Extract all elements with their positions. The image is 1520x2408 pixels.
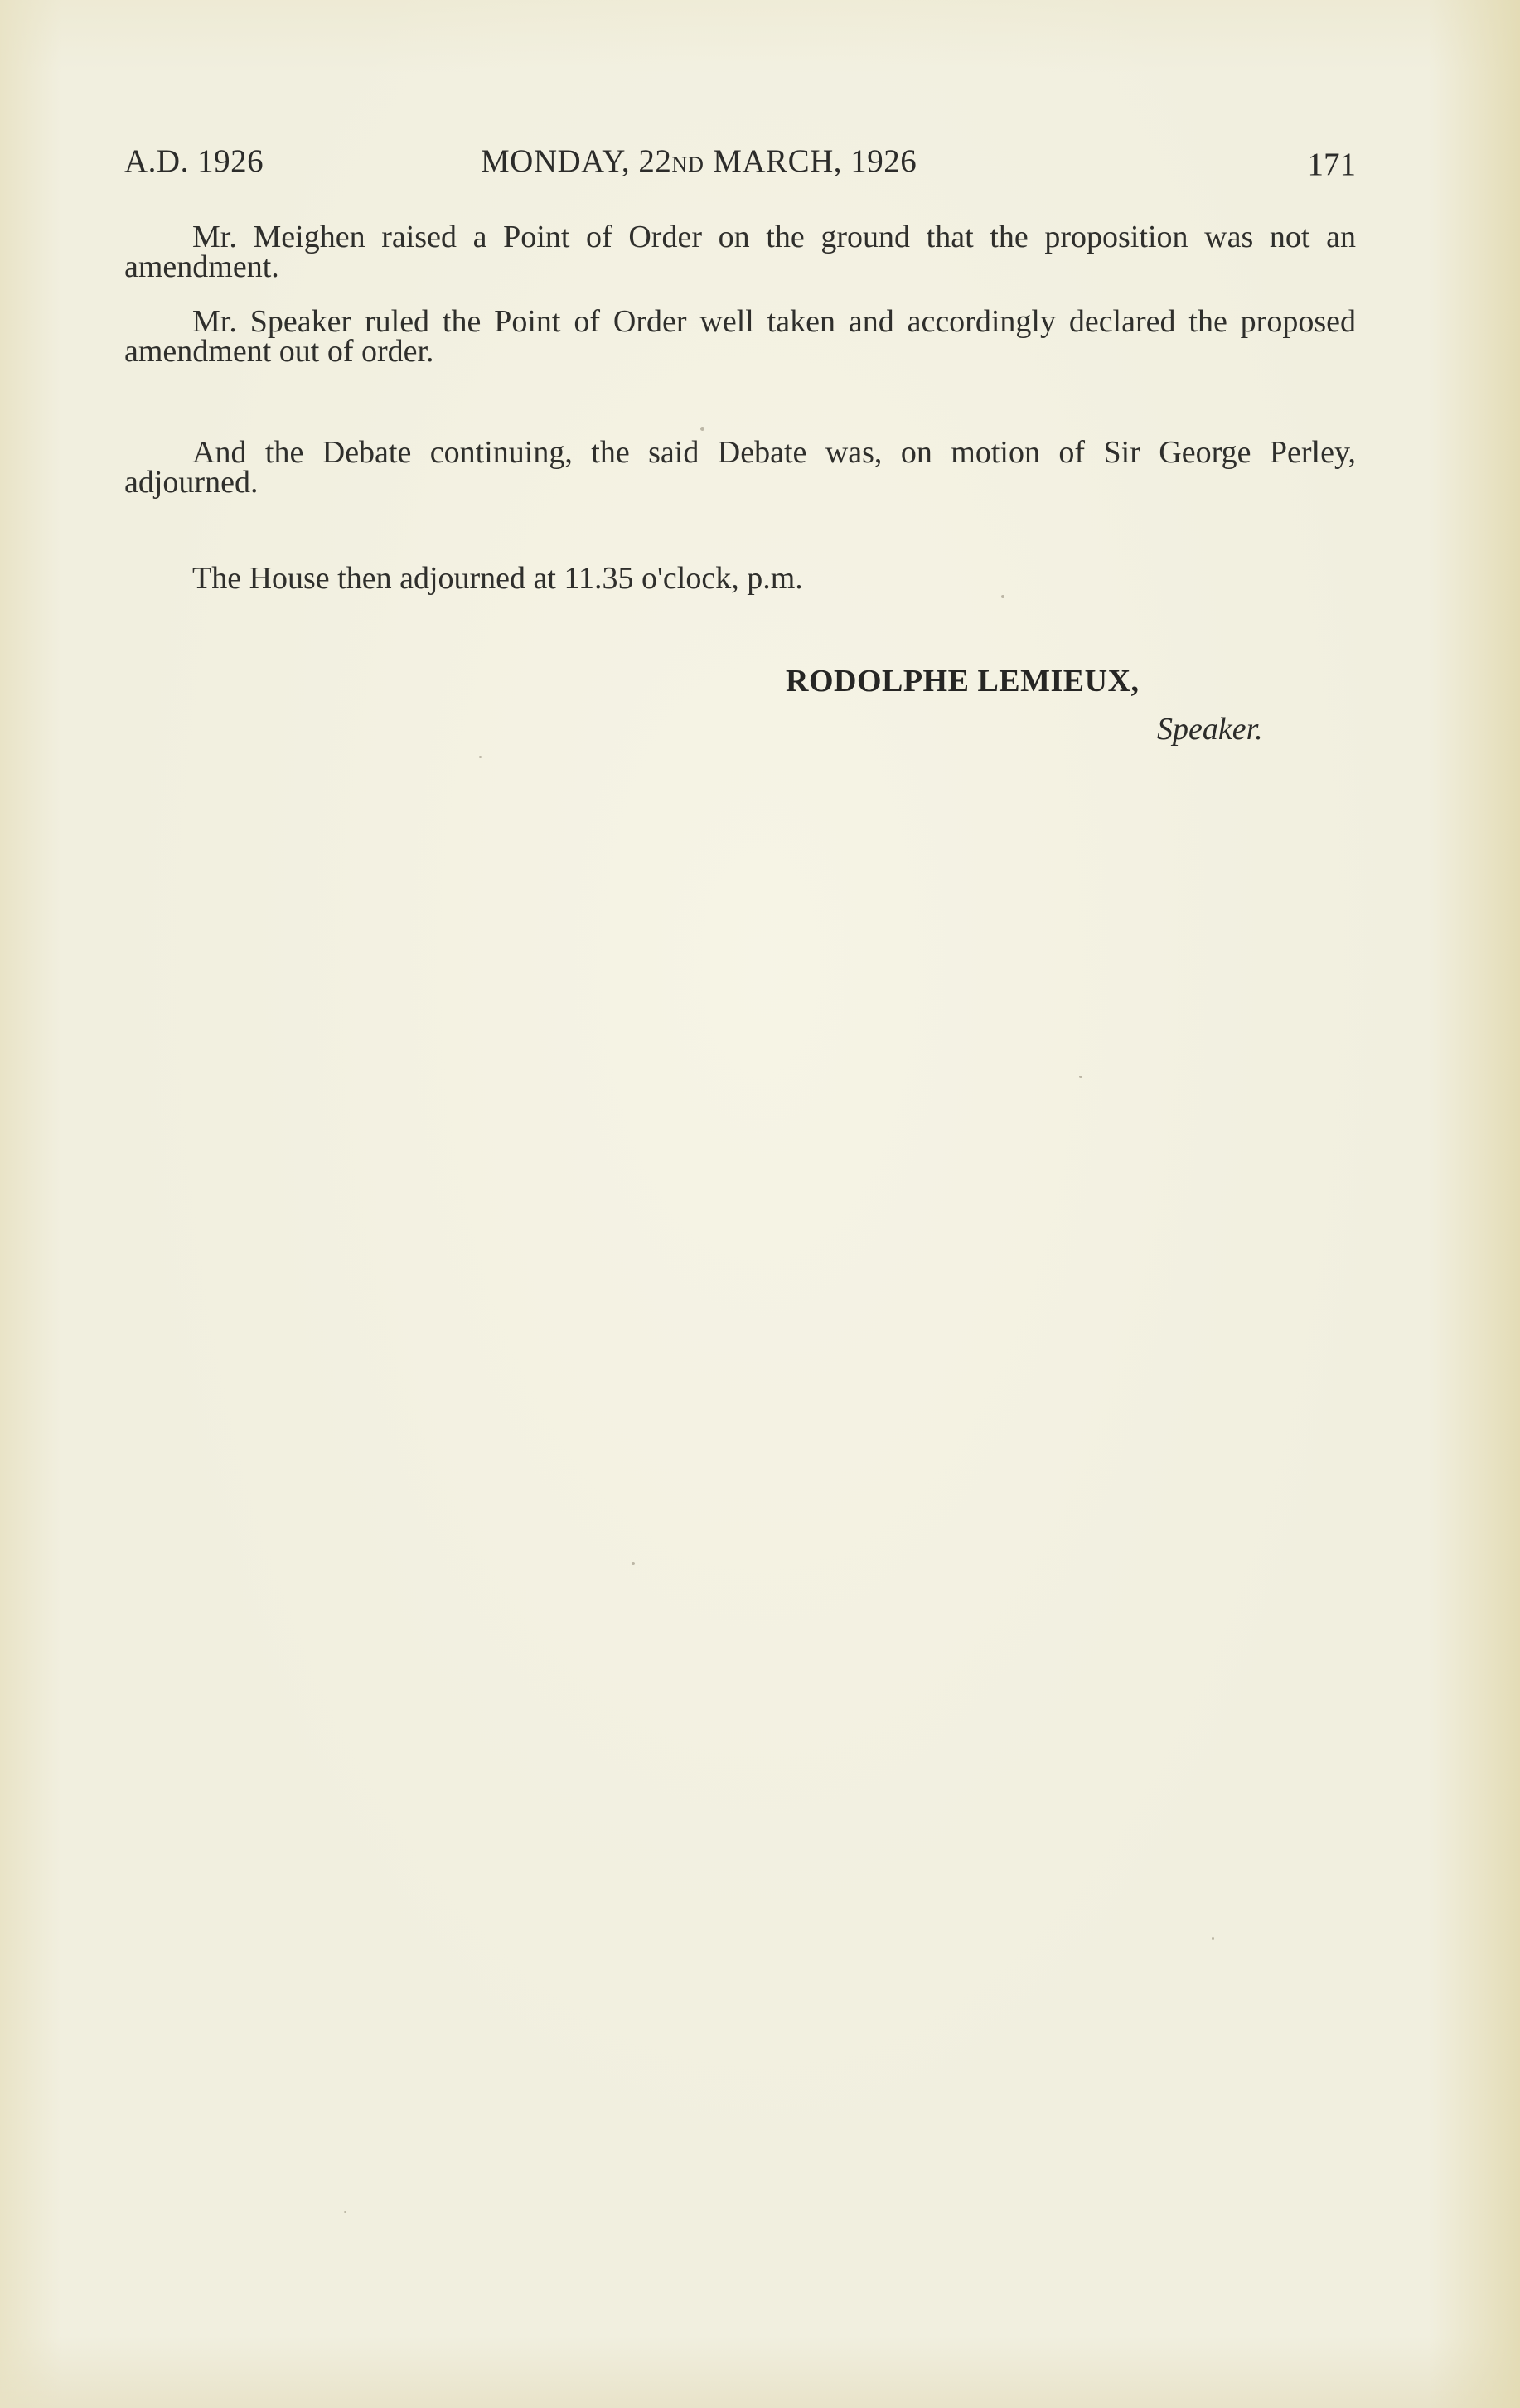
signature-title: Speaker. xyxy=(1157,712,1263,747)
paper-speck xyxy=(632,1562,635,1565)
paper-speck xyxy=(1079,1076,1082,1078)
signature-name: RODOLPHE LEMIEUX, xyxy=(786,664,1140,699)
header-year: A.D. 1926 xyxy=(124,143,264,179)
header-date-ordinal: ND xyxy=(671,152,704,176)
paragraph-speaker-ruling: Mr. Speaker ruled the Point of Order well taken and accordingly declared the proposed amendment out of order. xyxy=(124,304,1356,369)
paragraph-point-of-order: Mr. Meighen raised a Point of Order on the ground that the proposition was not an amendment. xyxy=(124,220,1356,284)
paper-speck xyxy=(1001,595,1004,598)
paper-speck xyxy=(344,2211,346,2213)
paper-speck xyxy=(700,427,704,431)
header-date-suffix: MARCH, 1926 xyxy=(704,143,917,179)
paragraph-house-adjourned: The House then adjourned at 11.35 o'clock, p.m. xyxy=(192,561,803,596)
header-date-prefix: MONDAY, 22 xyxy=(481,143,672,179)
paper-speck xyxy=(1212,1937,1214,1940)
page-header xyxy=(124,143,1356,192)
header-date xyxy=(481,143,917,180)
page-number: 171 xyxy=(1307,147,1356,182)
paper-speck xyxy=(479,756,482,758)
paragraph-debate-adjourned: And the Debate continuing, the said Debate was, on motion of Sir George Perley, adjourned. xyxy=(124,435,1356,500)
